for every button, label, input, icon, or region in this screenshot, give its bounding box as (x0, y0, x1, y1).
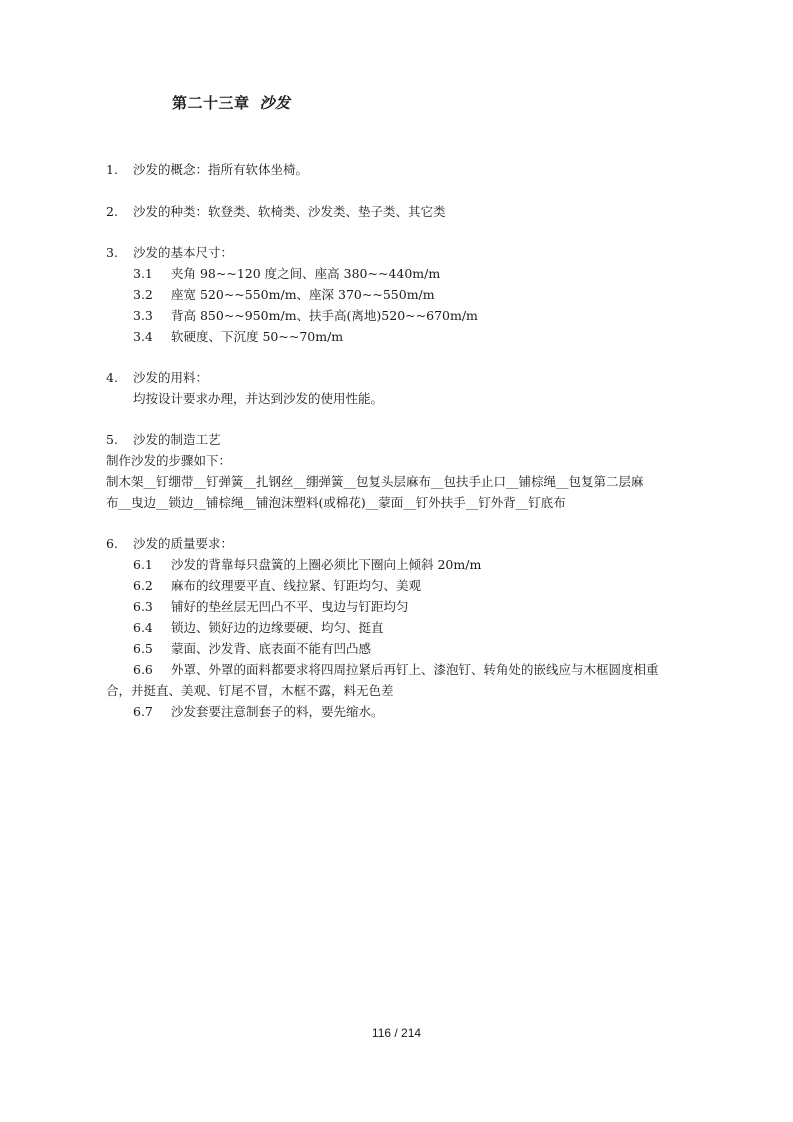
list-item: 6.7 沙发套要注意制套子的料，要先缩水。 (133, 704, 384, 719)
chapter-number: 第二十三章 (172, 94, 250, 112)
list-item: 3.2 座宽 520~~550m/m、座深 370~~550m/m (133, 287, 435, 302)
section-5-steps: 制木架__钉绷带__钉弹簧__扎钢丝__绷弹簧__包复头层麻布__包扶手止口__铺棕绳__包复第二层麻 (106, 474, 644, 489)
list-item: 6.5 蒙面、沙发背、底表面不能有凹凸感 (133, 641, 372, 656)
list-item: 6.3 铺好的垫丝层无凹凸不平、曳边与钉距均匀 (133, 599, 409, 614)
list-item: 6.6 外罩、外罩的面料都要求将四周拉紧后再钉上、漆泡钉、转角处的嵌线应与木框圆度相重 (133, 662, 659, 677)
section-4: 4. 沙发的用料： (106, 370, 209, 385)
list-item: 3.3 背高 850~~950m/m、扶手高(离地)520~~670m/m (133, 308, 478, 323)
list-item: 3.1 夹角 98~~120 度之间、座高 380~~440m/m (133, 266, 441, 281)
section-6: 6. 沙发的质量要求： (106, 536, 234, 551)
section-5: 5. 沙发的制造工艺 (106, 432, 221, 447)
section-2: 2. 沙发的种类：软登类、软椅类、沙发类、垫子类、其它类 (106, 204, 446, 219)
section-5-steps-cont: 布__曳边__锁边__铺棕绳__铺泡沫塑料(或棉花)__蒙面__钉外扶手__钉外背__钉底布 (106, 495, 566, 510)
section-1: 1. 沙发的概念：指所有软体坐椅。 (106, 162, 309, 177)
list-item-continuation: 合，并挺直、美观、钉尾不冒，木框不露，料无色差 (106, 683, 394, 698)
section-4-body: 均按设计要求办理，并达到沙发的使用性能。 (133, 391, 384, 406)
section-3: 3. 沙发的基本尺寸： (106, 245, 234, 260)
chapter-title (172, 92, 291, 113)
list-item: 6.2 麻布的纹理要平直、线拉紧、钉距均匀、美观 (133, 578, 422, 593)
list-item: 3.4 软硬度、下沉度 50~~70m/m (133, 329, 344, 344)
page-number: 116 / 214 (371, 1026, 422, 1040)
chapter-subject: 沙发 (259, 94, 291, 112)
list-item: 6.4 锁边、锁好边的边缘要硬、均匀、挺直 (133, 620, 384, 635)
section-5-body: 制作沙发的步骤如下： (106, 453, 232, 468)
list-item: 6.1 沙发的背靠每只盘簧的上圈必须比下圈向上倾斜 20m/m (133, 557, 482, 572)
